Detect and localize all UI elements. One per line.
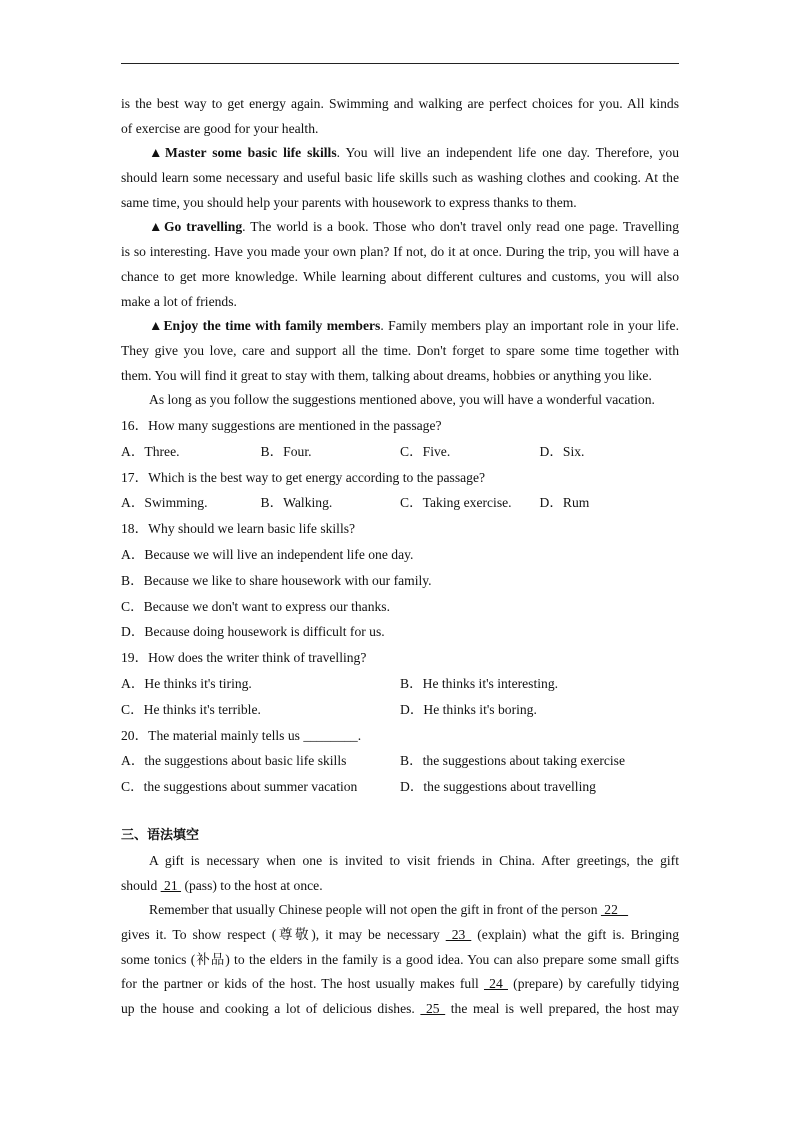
answer-option[interactable]: D．Because doing housework is difficult for us. xyxy=(121,624,385,640)
passage-line: them. You will find it great to stay with them, talking about dreams, hobbies or anything you like. xyxy=(121,367,652,383)
section-title: 三、语法填空 xyxy=(121,827,200,843)
passage-text: . The world is a book. Those who don't travel only read one page. Travelling xyxy=(242,219,679,235)
answer-option[interactable]: B．Because we like to share housework with our family. xyxy=(121,572,432,588)
question-stem: 17．Which is the best way to get energy according to the passage? xyxy=(121,469,486,485)
answer-option[interactable]: B．the suggestions about taking exercise xyxy=(400,753,626,769)
passage-line: same time, you should help your parents with housework to express thanks to them. xyxy=(121,194,577,210)
passage-line xyxy=(121,972,679,997)
passage-line xyxy=(121,874,679,899)
answer-option[interactable]: A．the suggestions about basic life skills xyxy=(121,753,347,769)
options-row xyxy=(121,748,679,774)
question-stem: 20．The material mainly tells us ________. xyxy=(121,727,362,743)
passage-text: the meal is well prepared, the host may xyxy=(445,1001,679,1017)
section-spacer xyxy=(121,800,679,822)
passage-text: for the partner or kids of the host. The host usually makes full xyxy=(121,976,484,992)
passage-text: up the house and cooking a lot of delicious dishes. xyxy=(121,1001,421,1017)
passage-line xyxy=(121,314,679,339)
passage-text: (explain) what the gift is. Bringing xyxy=(471,926,679,942)
options-row xyxy=(121,439,679,465)
answer-option[interactable]: B．Four. xyxy=(260,443,312,459)
passage-line: As long as you follow the suggestions mentioned above, you will have a wonderful vacation. xyxy=(149,392,655,408)
blank-24[interactable]: 24 xyxy=(483,976,508,992)
passage-line: They give you love, care and support all the time. Don't forget to spare some time together with xyxy=(121,342,679,358)
answer-option[interactable]: D．the suggestions about travelling xyxy=(400,779,596,795)
answer-option[interactable]: A．Because we will live an independent life one day. xyxy=(121,546,414,562)
blank-22[interactable]: 22 xyxy=(600,902,629,918)
question-stem: 18．Why should we learn basic life skills? xyxy=(121,521,356,537)
passage-line: chance to get more knowledge. While learning about different cultures and customs, you will also xyxy=(121,268,679,284)
passage-line: is the best way to get energy again. Swimming and walking are perfect choices for you. All kinds xyxy=(121,96,679,111)
answer-option[interactable]: C．Five. xyxy=(400,443,451,459)
options-row xyxy=(121,774,679,800)
page-content xyxy=(121,92,679,1022)
blank-23[interactable]: 23 xyxy=(445,926,472,942)
passage-text: Remember that usually Chinese people will not open the gift in front of the person xyxy=(149,902,601,918)
blank-21[interactable]: 21 xyxy=(160,877,182,893)
answer-option[interactable]: D．Six. xyxy=(539,443,585,459)
passage-line xyxy=(121,898,679,923)
answer-option[interactable]: A．Three. xyxy=(121,443,180,459)
passage-line: A gift is necessary when one is invited to visit friends in China. After greetings, the gift xyxy=(149,852,679,868)
passage-text: (pass) to the host at once. xyxy=(181,877,323,893)
passage-line xyxy=(121,141,679,166)
passage-text: gives it. To show respect (尊敬), it may be necessary xyxy=(121,926,446,942)
suggestion-heading: ▲Enjoy the time with family members xyxy=(149,318,381,334)
passage-text: . Family members play an important role in your life. xyxy=(380,318,679,334)
options-row xyxy=(121,671,679,697)
answer-option[interactable]: B．Walking. xyxy=(260,495,333,511)
question-stem: 16．How many suggestions are mentioned in the passage? xyxy=(121,417,442,433)
answer-option[interactable]: C．He thinks it's terrible. xyxy=(121,701,261,717)
passage-line: of exercise are good for your health. xyxy=(121,120,319,136)
answer-option[interactable]: B．He thinks it's interesting. xyxy=(400,675,559,691)
answer-option[interactable]: D．He thinks it's boring. xyxy=(400,701,537,717)
passage-text: (prepare) by carefully tidying xyxy=(507,976,679,992)
passage-line: make a lot of friends. xyxy=(121,293,237,309)
answer-option[interactable]: C．the suggestions about summer vacation xyxy=(121,779,358,795)
options-row xyxy=(121,490,679,516)
passage-line: should learn some necessary and useful basic life skills such as washing clothes and cooking. At the xyxy=(121,170,679,186)
passage-text: should xyxy=(121,877,161,893)
blank-25[interactable]: 25 xyxy=(420,1001,446,1017)
passage-line xyxy=(121,215,679,240)
suggestion-heading: ▲Go travelling xyxy=(149,219,243,235)
passage-line: some tonics (补品) to the elders in the family is a good idea. You can also prepare some small gifts xyxy=(121,951,679,967)
passage-line xyxy=(121,923,679,948)
options-row xyxy=(121,697,679,723)
answer-option[interactable]: C．Because we don't want to express our thanks. xyxy=(121,598,390,614)
answer-option[interactable]: D．Rum xyxy=(539,495,590,511)
passage-line xyxy=(121,997,679,1022)
passage-text: . You will live an independent life one day. Therefore, you xyxy=(336,145,679,161)
answer-option[interactable]: A．Swimming. xyxy=(121,495,208,511)
passage-line: is so interesting. Have you made your own plan? If not, do it at once. During the trip, you will have a xyxy=(121,244,679,260)
answer-option[interactable]: C．Taking exercise. xyxy=(400,495,512,511)
header-rule xyxy=(121,63,679,64)
question-stem: 19．How does the writer think of travelling? xyxy=(121,650,367,666)
answer-option[interactable]: A．He thinks it's tiring. xyxy=(121,675,252,691)
suggestion-heading: ▲Master some basic life skills xyxy=(149,145,337,161)
